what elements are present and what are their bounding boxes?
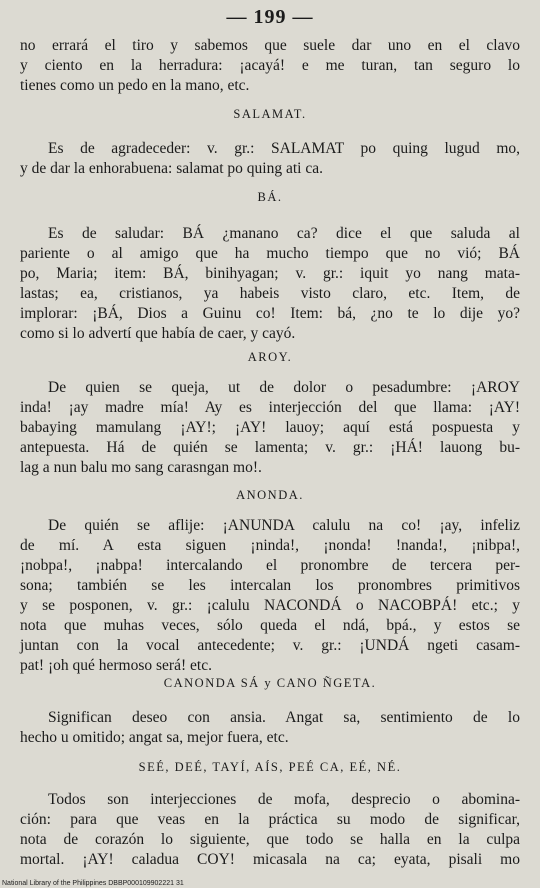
section-heading-ba: BÁ. (257, 190, 283, 204)
text-line: no errará el tiro y sabemos que suele dar uno en el clavo (20, 37, 520, 54)
text-line: Es de saludar: BÁ ¿manano ca? dice el que saluda al (48, 225, 520, 242)
text-line: antepuesta. Há de quién se lamenta; v. gr.: ¡HÁ! lauong bu- (20, 439, 520, 456)
text-line: Es de agradeceder: v. gr.: SALAMAT po quing lugud mo, (48, 140, 520, 157)
section-heading-canonda: CANONDA SÁ y CANO ÑGETA. (163, 676, 377, 690)
text-line: pat! ¡oh qué hermoso será! etc. (20, 657, 212, 674)
text-line: y de dar la enhorabuena: salamat po quing ati ca. (20, 160, 323, 177)
text-line: ción: para que veas en la práctica su modo de significar, (20, 811, 520, 828)
text-line: pariente o al amigo que ha mucho tiempo que no vió; BÁ (20, 245, 520, 262)
text-line: juntan con la vocal antecedente; v. gr.: ¡UNDÁ ngeti casam- (20, 637, 520, 654)
text-line: lag a nun balu mo sang carasngan mo!. (20, 459, 262, 476)
library-footer: National Library of the Philippines DBBP000109902221 31 (2, 880, 184, 887)
section-heading-salamat: SALAMAT. (233, 107, 307, 121)
text-line: lastas; ea, cristianos, ya habeis visto claro, etc. Item, de (20, 285, 520, 302)
section-heading-interjections: SEÉ, DEÉ, TAYÍ, AÍS, PEÉ CA, EÉ, NÉ. (138, 760, 402, 774)
text-line: y ciento en la herradura: ¡acayá! e me turan, tan seguro lo (20, 57, 520, 74)
section-heading-aroy: AROY. (247, 350, 293, 364)
text-line: De quien se queja, ut de dolor o pesadumbre: ¡AROY (48, 379, 520, 396)
section-heading-anonda: ANONDA. (236, 488, 304, 502)
text-line: de mí. A esta siguen ¡ninda!, ¡nonda! !nanda!, ¡nibpa!, (20, 537, 520, 554)
page-number: — 199 — (226, 6, 314, 28)
text-line: babaying mamulang ¡AY!; ¡AY! lauoy; aquí está pospuesta y (20, 419, 520, 436)
text-line: hecho u omitido; angat sa, mejor fuera, etc. (20, 729, 289, 746)
text-line: Significan deseo con ansia. Angat sa, sentimiento de lo (48, 709, 520, 726)
text-line: y se posponen, v. gr.: ¡calulu NACONDÁ o NACOBPÁ! etc.; y (20, 597, 520, 614)
text-line: implorar: ¡BÁ, Dios a Guinu co! Item: bá, ¿no te lo dije yo? (20, 305, 520, 322)
text-line: como si lo advertí que había de caer, y cayó. (20, 325, 296, 342)
text-line: tienes como un pedo en la mano, etc. (20, 77, 250, 94)
text-line: inda! ¡ay madre mía! Ay es interjección del que llama: ¡AY! (20, 399, 520, 416)
text-line: Todos son interjecciones de mofa, desprecio o abomina- (48, 791, 520, 808)
text-line: ¡nobpa!, ¡nabpa! intercalando el pronombre de tercera per- (20, 557, 520, 574)
text-line: sona; también se les intercalan los pronombres primitivos (20, 577, 520, 594)
text-line: nota que muhas veces, sólo queda el ndá, bpá., y estos se (20, 617, 520, 634)
text-line: po, Maria; item: BÁ, binihyagan; v. gr.: iquit yo nang mata- (20, 265, 520, 282)
text-line: nota de corazón lo siguiente, que todo se halla en la culpa (20, 831, 520, 848)
text-line: mortal. ¡AY! caladua COY! micasala na ca; eyata, pisali mo (20, 851, 520, 868)
text-line: De quién se aflije: ¡ANUNDA calulu na co! ¡ay, infeliz (48, 517, 520, 534)
